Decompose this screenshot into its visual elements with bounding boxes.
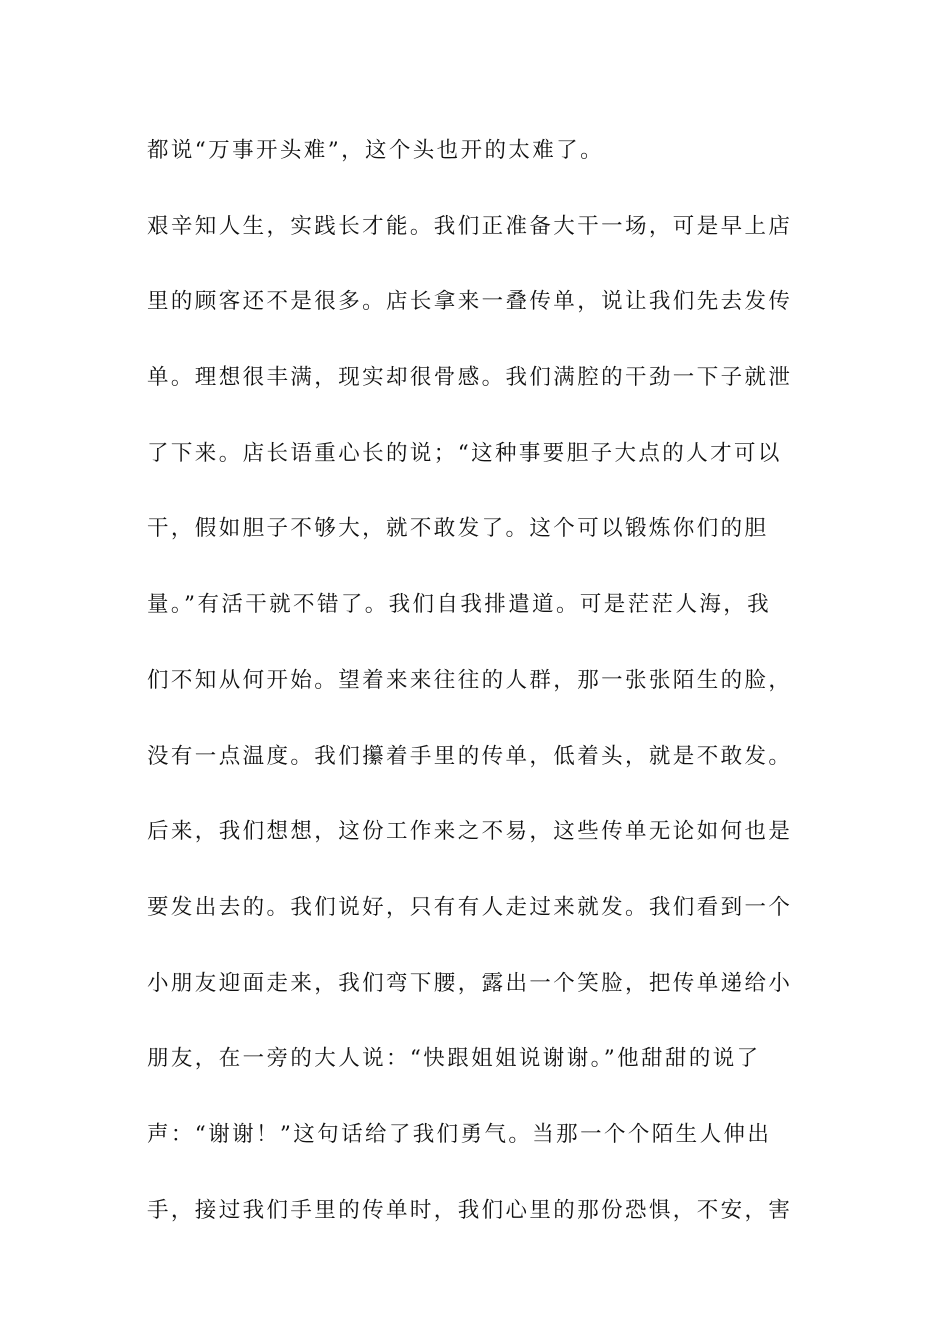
text-line: 里的顾客还不是很多。店长拿来一叠传单，说让我们先去发传 bbox=[147, 289, 793, 315]
text-line: 声：“谢谢！”这句话给了我们勇气。当那一个个陌生人伸出 bbox=[147, 1121, 772, 1147]
text-line: 都说“万事开头难”，这个头也开的太难了。 bbox=[147, 138, 604, 163]
text-line: 们不知从何开始。望着来来往往的人群，那一张张陌生的脸， bbox=[147, 667, 793, 693]
body-text bbox=[147, 131, 817, 1266]
text-line: 单。理想很丰满，现实却很骨感。我们满腔的干劲一下子就泄 bbox=[147, 365, 793, 391]
text-line: 了下来。店长语重心长的说；“这种事要胆子大点的人才可以 bbox=[147, 440, 782, 466]
text-line: 没有一点温度。我们攥着手里的传单，低着头，就是不敢发。 bbox=[147, 743, 793, 769]
text-line: 朋友，在一旁的大人说：“快跟姐姐说谢谢。”他甜甜的说了 bbox=[147, 1046, 761, 1072]
text-line: 艰辛知人生，实践长才能。我们正准备大干一场，可是早上店 bbox=[147, 213, 793, 239]
text-line: 手，接过我们手里的传单时，我们心里的那份恐惧，不安，害 bbox=[147, 1197, 793, 1223]
text-line: 要发出去的。我们说好，只有有人走过来就发。我们看到一个 bbox=[147, 894, 793, 920]
text-line: 干，假如胆子不够大，就不敢发了。这个可以锻炼你们的胆 bbox=[147, 516, 769, 542]
text-line: 后来，我们想想，这份工作来之不易，这些传单无论如何也是 bbox=[147, 819, 793, 845]
text-line: 量。”有活干就不错了。我们自我排遣道。可是茫茫人海，我 bbox=[147, 592, 772, 618]
text-line: 小朋友迎面走来，我们弯下腰，露出一个笑脸，把传单递给小 bbox=[147, 970, 793, 996]
